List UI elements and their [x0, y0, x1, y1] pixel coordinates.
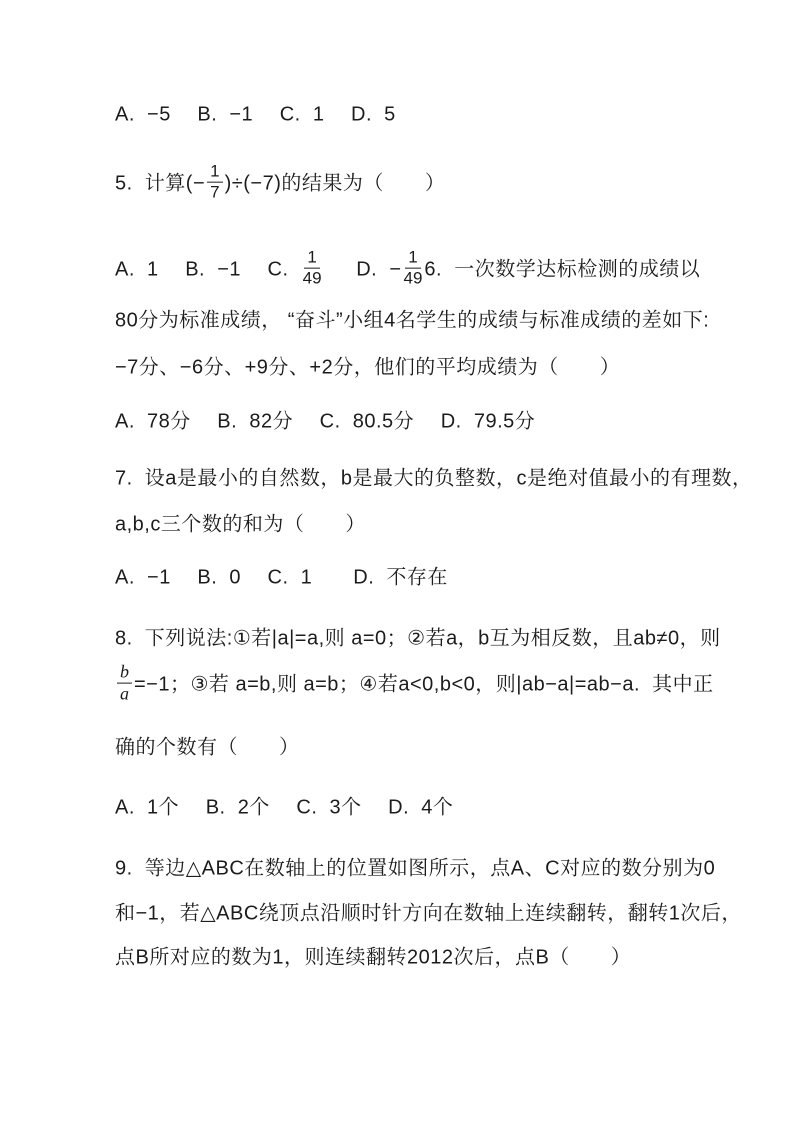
q6-stem-line-3 [115, 357, 620, 380]
text-run: )÷(−7)的结果为（ ） [224, 172, 446, 195]
text-run: 确的个数有（ ） [115, 736, 300, 759]
text-run: A. 1个 B. 2个 C. 3个 D. 4个 [115, 796, 454, 819]
text-run: A. 78分 B. 82分 C. 80.5分 D. 79.5分 [115, 410, 536, 433]
fraction [404, 249, 423, 288]
text-run: 和−1，若△ABC绕顶点沿顺时针方向在数轴上连续翻转，翻转1次后， [115, 902, 742, 925]
q8-stem-line-2 [115, 661, 714, 706]
q6-stem-line-2 [115, 310, 709, 333]
text-run: 80分为标准成绩， “奋斗”小组4名学生的成绩与标准成绩的差如下: [115, 309, 710, 332]
fraction-numerator: 1 [304, 249, 319, 269]
fraction-denominator: 49 [403, 268, 423, 288]
text-run: 点B所对应的数为1，则连续翻转2012次后，点B（ ） [115, 946, 632, 969]
text-run: A. −1 B. 0 C. 1 D. 不存在 [115, 566, 448, 589]
q4-options-line [115, 104, 396, 127]
q5-stem-line [115, 161, 446, 204]
text-run: −7分、−6分、+9分、+2分，他们的平均成绩为（ ） [115, 356, 621, 379]
q7-options-line [115, 567, 448, 590]
q9-stem-line-3 [115, 947, 631, 970]
q7-stem-line-2 [115, 514, 366, 537]
q9-stem-line-1 [115, 858, 715, 881]
fraction-denominator: 49 [302, 268, 322, 288]
fraction-numerator: b [117, 663, 132, 684]
fraction [207, 163, 222, 202]
fraction-numerator: 1 [207, 163, 222, 183]
fraction [117, 663, 132, 704]
text-run: A. 1 B. −1 C. [115, 258, 301, 281]
fraction [303, 249, 322, 288]
fraction-denominator: 7 [210, 182, 220, 202]
q8-stem-line-3 [115, 737, 300, 760]
fraction-denominator: a [120, 683, 129, 704]
fraction-numerator: 1 [405, 249, 420, 269]
q8-stem-line-1 [115, 628, 721, 651]
text-run: a,b,c三个数的和为（ ） [115, 513, 366, 536]
text-run: 5. 计算(− [115, 172, 206, 195]
q6-options-line [115, 411, 535, 434]
text-run: A. −5 B. −1 C. 1 D. 5 [115, 103, 396, 126]
text-run: =−1；③若 a=b,则 a=b；④若a<0,b<0，则|ab−a|=ab−a. 其中正 [134, 673, 714, 696]
q8-options-line [115, 797, 453, 820]
text-run: D. − [323, 258, 402, 281]
text-run: 7. 设a是最小的自然数，b是最大的负整数，c是绝对值最小的有理数， [115, 467, 753, 490]
q9-stem-line-2 [115, 903, 742, 926]
text-run: 6. 一次数学达标检测的成绩以 [424, 258, 701, 281]
text-run: 8. 下列说法:①若|a|=a,则 a=0；②若a，b互为相反数，且ab≠0，则 [115, 627, 721, 650]
text-run: 9. 等边△ABC在数轴上的位置如图所示，点A、C对应的数分别为0 [115, 857, 716, 880]
q7-stem-line-1 [115, 468, 753, 491]
q5-options-and-q6-stem-line [115, 247, 701, 290]
